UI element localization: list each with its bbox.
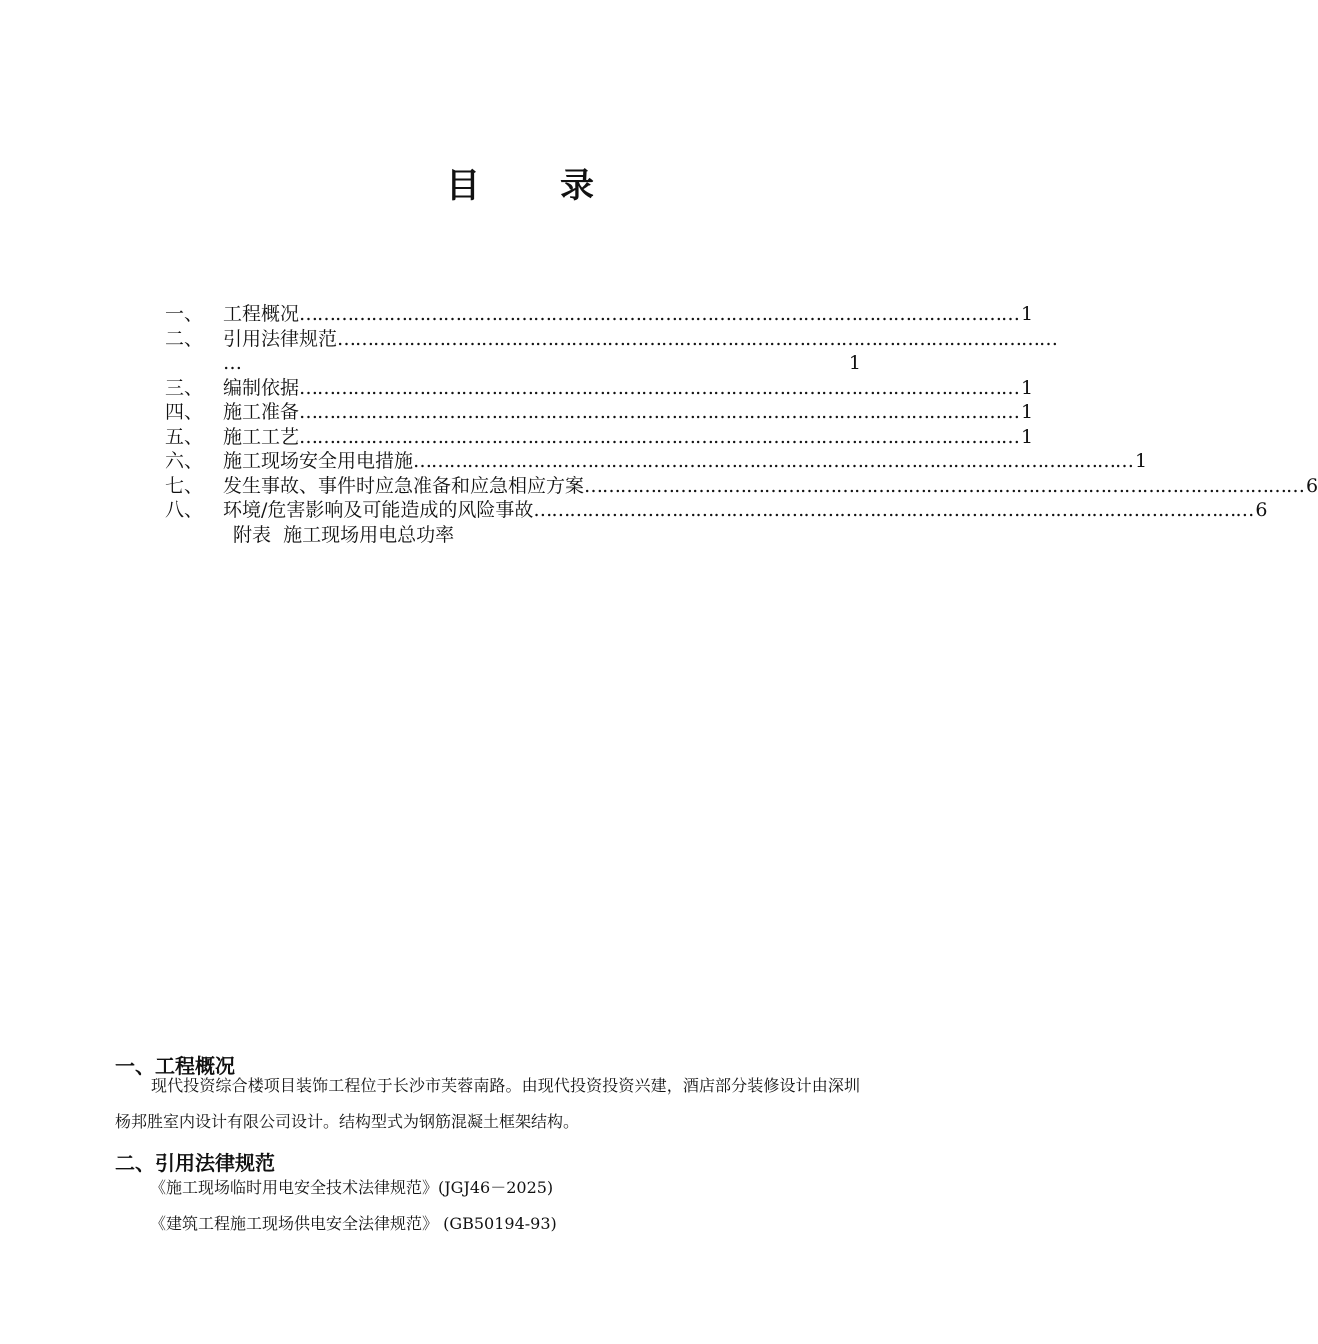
toc-entry-label: 施工准备: [223, 401, 300, 423]
toc-entry[interactable]: [165, 449, 1148, 474]
toc-leader-dots: …………………………………………………………………………………………………………: [584, 474, 1305, 497]
toc-entry-number: 四、: [165, 401, 204, 423]
toc-entry-number: 八、: [165, 499, 204, 521]
toc-entry-number: 七、: [165, 474, 204, 497]
toc-entry-number: 二、: [165, 327, 204, 350]
toc-leader-dots: …: [223, 352, 242, 374]
table-of-contents: [165, 302, 1318, 547]
toc-leader-dots: …………………………………………………………………………………………………………: [533, 499, 1254, 521]
toc-leader-dots: …………………………………………………………………………………………………………: [413, 450, 1134, 472]
toc-leader-dots: …………………………………………………………………………………………………………: [299, 303, 1020, 325]
toc-title-right: 录: [560, 166, 594, 206]
toc-entry[interactable]: [165, 302, 1034, 327]
toc-entry[interactable]: [165, 376, 1034, 401]
toc-entry-label: 引用法律规范: [223, 327, 338, 350]
toc-entry-label: 工程概况: [223, 303, 300, 325]
toc-entry-label: 施工工艺: [223, 425, 300, 448]
toc-leader-dots: …………………………………………………………………………………………………………: [337, 327, 1058, 350]
toc-entry-page: 1: [1021, 425, 1034, 448]
toc-entry-number: 六、: [165, 450, 204, 472]
toc-entry-page: 1: [1021, 303, 1034, 325]
toc-entry-number: 五、: [165, 425, 204, 448]
toc-entry[interactable]: [165, 498, 1268, 523]
toc-leader-dots: …………………………………………………………………………………………………………: [299, 425, 1020, 448]
toc-leader-dots: …………………………………………………………………………………………………………: [299, 401, 1020, 423]
toc-entry-page: 1: [1021, 401, 1034, 423]
toc-entry-number: 三、: [165, 376, 204, 399]
toc-title-left: 目: [446, 166, 480, 206]
standard-reference: 《施工现场临时用电安全技术法律规范》(JGJ46－2025): [150, 1178, 554, 1197]
toc-title: [0, 158, 1040, 207]
toc-entry[interactable]: [165, 425, 1034, 450]
toc-entry[interactable]: [165, 400, 1034, 425]
toc-entry-page: 1: [1021, 376, 1034, 399]
toc-entry-page: 6: [1255, 499, 1268, 521]
toc-entry-page: 1: [848, 352, 861, 374]
toc-entry-page: 6: [1306, 474, 1318, 497]
toc-entry-number: 一、: [165, 303, 204, 325]
toc-appendix[interactable]: 附表 施工现场用电总功率: [233, 523, 455, 546]
toc-entry-label: 发生事故、事件时应急准备和应急相应方案: [223, 474, 585, 497]
standard-reference: 《建筑工程施工现场供电安全法律规范》 (GB50194-93): [150, 1214, 557, 1233]
toc-entry[interactable]: [165, 327, 1058, 352]
toc-entry-label: 施工现场安全用电措施: [223, 450, 414, 472]
toc-entry-label: 环境/危害影响及可能造成的风险事故: [223, 499, 534, 521]
toc-leader-dots: …………………………………………………………………………………………………………: [299, 376, 1020, 399]
toc-entry-continuation: [165, 351, 861, 376]
section-heading-overview: 一、工程概况: [115, 1054, 235, 1078]
toc-entry-page: 1: [1135, 450, 1148, 472]
section-paragraph-overview: 现代投资综合楼项目装饰工程位于长沙市芙蓉南路。由现代投资投资兴建，酒店部分装修设计由深圳杨邦胜室内设计有限公司设计。结构型式为钢筋混凝土框架结构。: [115, 1076, 860, 1131]
toc-entry[interactable]: [165, 474, 1318, 499]
section-heading-standards: 二、引用法律规范: [115, 1151, 275, 1175]
toc-entry-label: 编制依据: [223, 376, 300, 399]
